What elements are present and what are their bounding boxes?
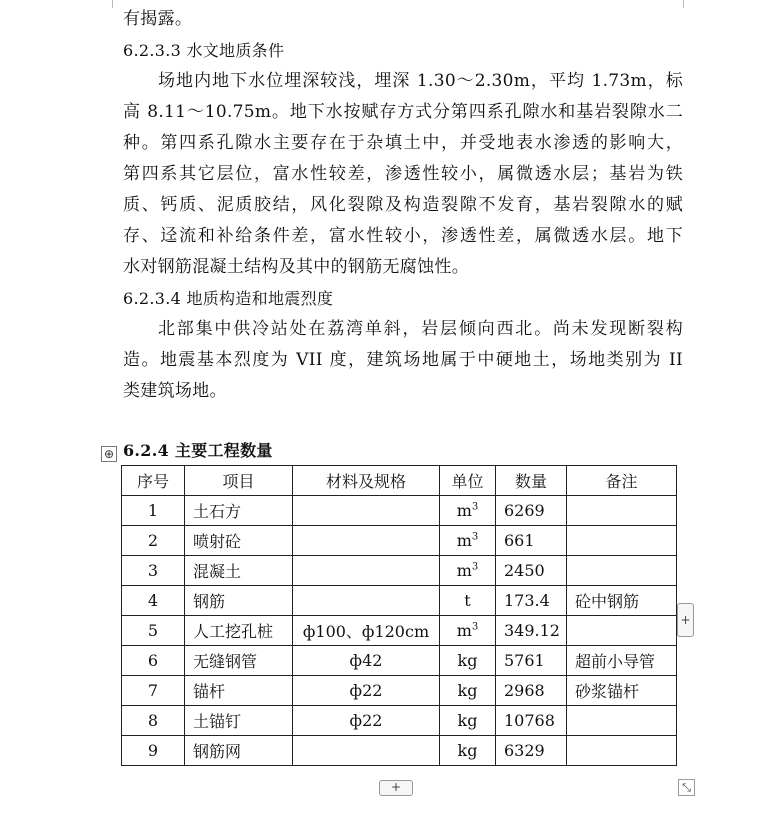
table-row bbox=[122, 706, 677, 736]
cell-no-text: 1 bbox=[147, 501, 159, 520]
table-row bbox=[122, 676, 677, 706]
cell-no[interactable] bbox=[122, 556, 185, 586]
cell-unit[interactable] bbox=[440, 586, 496, 616]
cell-unit-text: m bbox=[456, 501, 472, 520]
cell-note-text: 砂浆锚杆 bbox=[575, 682, 640, 701]
cell-note[interactable] bbox=[567, 586, 677, 616]
cell-no[interactable] bbox=[122, 526, 185, 556]
unit-superscript: 3 bbox=[471, 501, 479, 513]
paragraph-line: 第四系其它层位，富水性较差，渗透性较小，属微透水层；基岩为铁 bbox=[123, 164, 683, 184]
cell-spec[interactable] bbox=[293, 736, 440, 766]
cell-qty[interactable] bbox=[496, 556, 567, 586]
cell-qty[interactable] bbox=[496, 646, 567, 676]
header-no: 序号 bbox=[122, 466, 185, 496]
cell-note-text: 超前小导管 bbox=[575, 652, 656, 671]
paragraph-line: 高 8.11～10.75m。地下水按赋存方式分第四系孔隙水和基岩裂隙水二 bbox=[123, 102, 683, 122]
table-row bbox=[122, 526, 677, 556]
cell-note[interactable] bbox=[567, 646, 677, 676]
cell-note[interactable] bbox=[567, 706, 677, 736]
cell-item[interactable] bbox=[185, 556, 293, 586]
cell-qty[interactable] bbox=[496, 736, 567, 766]
cell-item-text: 人工挖孔桩 bbox=[193, 622, 274, 641]
table-move-icon[interactable]: ⊕ bbox=[101, 446, 117, 462]
add-column-button[interactable]: + bbox=[677, 603, 694, 637]
cell-spec[interactable] bbox=[293, 556, 440, 586]
cell-no-text: 9 bbox=[147, 741, 159, 760]
cell-item-text: 喷射砼 bbox=[193, 532, 242, 551]
paragraph-line: 类建筑场地。 bbox=[123, 381, 227, 401]
cell-qty[interactable] bbox=[496, 676, 567, 706]
cell-note[interactable] bbox=[567, 556, 677, 586]
cell-item-text: 钢筋网 bbox=[193, 742, 242, 761]
table-header-row bbox=[122, 466, 677, 496]
cell-spec-text: ф42 bbox=[349, 651, 383, 670]
cell-unit-text: m bbox=[456, 561, 472, 580]
cell-item[interactable] bbox=[185, 586, 293, 616]
cell-unit-text: m bbox=[456, 621, 472, 640]
cell-unit[interactable] bbox=[440, 616, 496, 646]
table-row bbox=[122, 616, 677, 646]
cell-item[interactable] bbox=[185, 706, 293, 736]
cell-unit[interactable] bbox=[440, 706, 496, 736]
paragraph-line: 北部集中供冷站处在荔湾单斜，岩层倾向西北。尚未发现断裂构 bbox=[158, 319, 683, 339]
cell-note[interactable] bbox=[567, 496, 677, 526]
cell-note[interactable] bbox=[567, 526, 677, 556]
cell-note[interactable] bbox=[567, 736, 677, 766]
cell-qty[interactable] bbox=[496, 496, 567, 526]
table-row bbox=[122, 736, 677, 766]
cell-no-text: 2 bbox=[147, 531, 159, 550]
cell-unit-text: m bbox=[456, 531, 472, 550]
cell-item[interactable] bbox=[185, 646, 293, 676]
table-row bbox=[122, 646, 677, 676]
table-row bbox=[122, 496, 677, 526]
cell-spec[interactable] bbox=[293, 676, 440, 706]
cell-spec[interactable] bbox=[293, 646, 440, 676]
paragraph-line: 质、钙质、泥质胶结，风化裂隙及构造裂隙不发育，基岩裂隙水的赋 bbox=[123, 195, 683, 215]
cell-qty-text: 6269 bbox=[504, 501, 545, 520]
cell-no-text: 6 bbox=[147, 651, 159, 670]
table-row bbox=[122, 586, 677, 616]
cell-unit-text: kg bbox=[457, 651, 478, 670]
cell-qty-text: 10768 bbox=[504, 711, 555, 730]
cell-no[interactable] bbox=[122, 586, 185, 616]
cell-no-text: 4 bbox=[147, 591, 159, 610]
cell-qty-text: 2968 bbox=[504, 681, 545, 700]
cell-item[interactable] bbox=[185, 616, 293, 646]
header-note: 备注 bbox=[567, 466, 677, 496]
page-margin-corner-left bbox=[98, 0, 113, 8]
header-item: 项目 bbox=[185, 466, 293, 496]
cell-no-text: 7 bbox=[147, 681, 159, 700]
section-heading-6-2-4: 6.2.4 主要工程数量 bbox=[123, 441, 273, 460]
cell-no-text: 8 bbox=[147, 711, 159, 730]
cell-qty-text: 661 bbox=[504, 531, 535, 550]
cell-qty-text: 2450 bbox=[504, 561, 545, 580]
cell-qty-text: 5761 bbox=[504, 651, 545, 670]
cell-spec[interactable] bbox=[293, 526, 440, 556]
cell-item-text: 无缝钢管 bbox=[193, 652, 258, 671]
header-unit: 单位 bbox=[440, 466, 496, 496]
cell-note-text: 砼中钢筋 bbox=[575, 592, 640, 611]
cell-no-text: 3 bbox=[147, 561, 159, 580]
cell-spec[interactable] bbox=[293, 496, 440, 526]
cell-no-text: 5 bbox=[147, 621, 159, 640]
cell-note[interactable] bbox=[567, 676, 677, 706]
cell-spec[interactable] bbox=[293, 616, 440, 646]
paragraph-line: 水对钢筋混凝土结构及其中的钢筋无腐蚀性。 bbox=[123, 257, 469, 277]
cell-item[interactable] bbox=[185, 676, 293, 706]
paragraph-line: 有揭露。 bbox=[123, 9, 193, 29]
paragraph-line: 场地内地下水位埋深较浅，埋深 1.30～2.30m，平均 1.73m，标 bbox=[158, 71, 683, 91]
cell-item[interactable] bbox=[185, 526, 293, 556]
cell-unit[interactable] bbox=[440, 646, 496, 676]
cell-no[interactable] bbox=[122, 616, 185, 646]
cell-unit[interactable] bbox=[440, 556, 496, 586]
table-resize-icon[interactable]: ⤡ bbox=[678, 779, 695, 796]
paragraph-line: 造。地震基本烈度为 VII 度，建筑场地属于中硬地土，场地类别为 II bbox=[123, 350, 683, 370]
cell-item[interactable] bbox=[185, 496, 293, 526]
cell-item-text: 钢筋 bbox=[193, 592, 226, 611]
cell-spec[interactable] bbox=[293, 586, 440, 616]
cell-unit[interactable] bbox=[440, 526, 496, 556]
cell-unit[interactable] bbox=[440, 496, 496, 526]
quantity-table bbox=[121, 465, 677, 766]
add-row-button[interactable]: + bbox=[379, 780, 413, 796]
cell-spec-text: ф22 bbox=[349, 681, 383, 700]
cell-no[interactable] bbox=[122, 676, 185, 706]
header-spec: 材料及规格 bbox=[293, 466, 440, 496]
page-margin-corner-right bbox=[683, 0, 698, 8]
cell-qty[interactable] bbox=[496, 616, 567, 646]
cell-unit[interactable] bbox=[440, 676, 496, 706]
cell-spec-text: ф22 bbox=[349, 711, 383, 730]
cell-spec-text: ф100、ф120cm bbox=[302, 622, 430, 641]
paragraph-line: 种。第四系孔隙水主要存在于杂填土中，并受地表水渗透的影响大， bbox=[123, 133, 683, 153]
cell-qty[interactable] bbox=[496, 526, 567, 556]
cell-no[interactable] bbox=[122, 496, 185, 526]
unit-superscript: 3 bbox=[471, 531, 479, 543]
cell-unit-text: kg bbox=[457, 681, 478, 700]
cell-spec[interactable] bbox=[293, 706, 440, 736]
cell-no[interactable] bbox=[122, 736, 185, 766]
cell-no[interactable] bbox=[122, 706, 185, 736]
cell-no[interactable] bbox=[122, 646, 185, 676]
unit-superscript: 3 bbox=[471, 561, 479, 573]
section-heading-6-2-3-3: 6.2.3.3 水文地质条件 bbox=[123, 41, 285, 60]
paragraph-line: 存、迳流和补给条件差，富水性较小，渗透性差，属微透水层。地下 bbox=[123, 226, 683, 246]
cell-unit[interactable] bbox=[440, 736, 496, 766]
cell-qty-text: 349.12 bbox=[504, 621, 560, 640]
cell-item[interactable] bbox=[185, 736, 293, 766]
cell-unit-text: t bbox=[464, 591, 471, 610]
cell-qty[interactable] bbox=[496, 706, 567, 736]
cell-item-text: 锚杆 bbox=[193, 682, 226, 701]
header-qty: 数量 bbox=[496, 466, 567, 496]
cell-item-text: 混凝土 bbox=[193, 562, 242, 581]
section-heading-6-2-3-4: 6.2.3.4 地质构造和地震烈度 bbox=[123, 289, 334, 308]
cell-item-text: 土石方 bbox=[193, 502, 242, 521]
cell-qty-text: 173.4 bbox=[504, 591, 550, 610]
cell-note[interactable] bbox=[567, 616, 677, 646]
cell-unit-text: kg bbox=[457, 741, 478, 760]
cell-item-text: 土锚钉 bbox=[193, 712, 242, 731]
unit-superscript: 3 bbox=[471, 621, 479, 633]
cell-unit-text: kg bbox=[457, 711, 478, 730]
cell-qty[interactable] bbox=[496, 586, 567, 616]
table-row bbox=[122, 556, 677, 586]
cell-qty-text: 6329 bbox=[504, 741, 545, 760]
